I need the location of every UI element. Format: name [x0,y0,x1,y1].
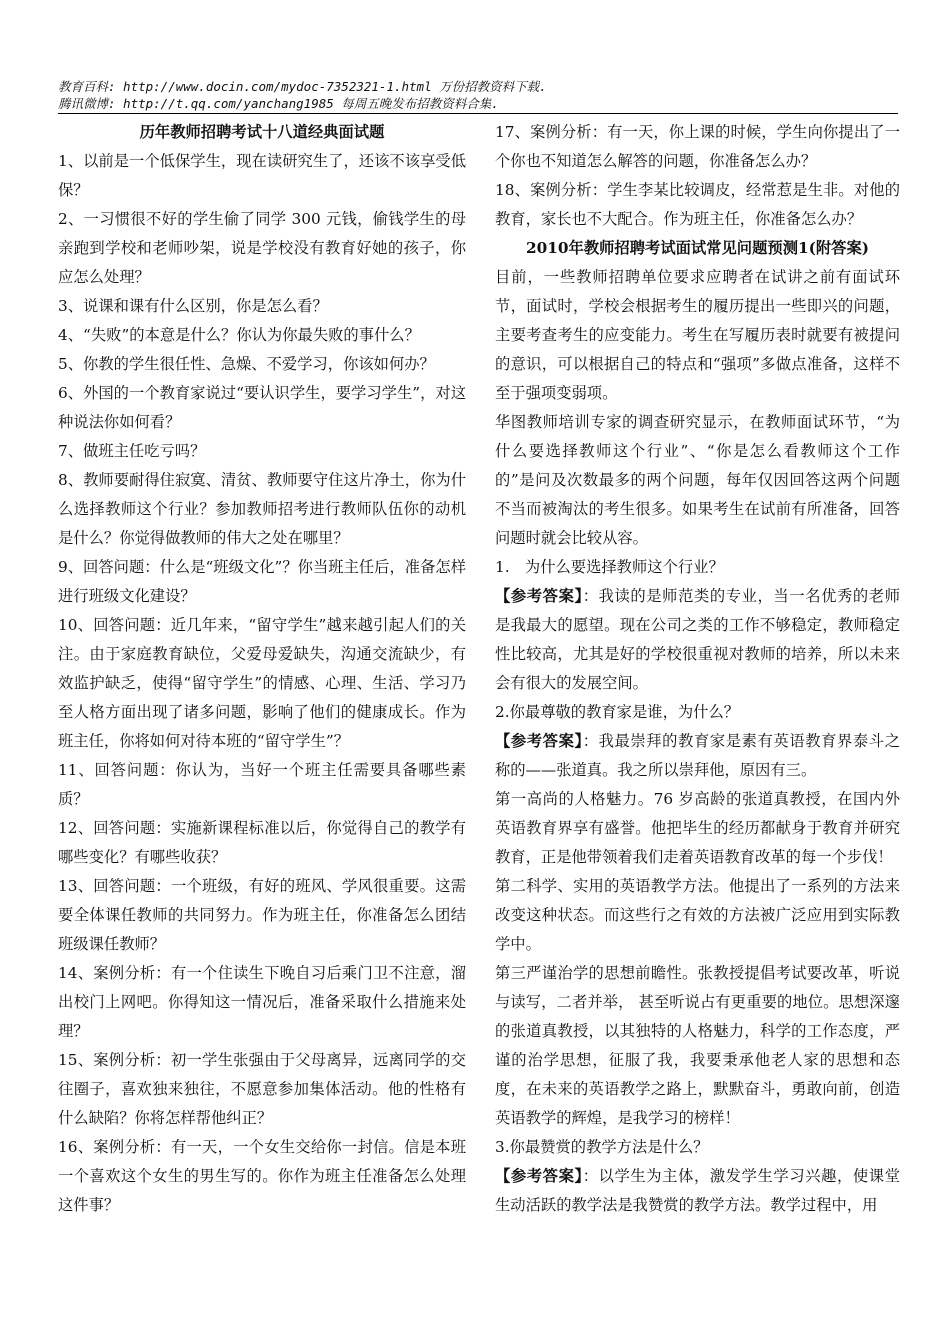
answer-text: ：以学生为主体，激发学生学习兴趣，使课堂生动活跃的教学法是我赞赏的教学方法。教学过程中，用 [495,1167,900,1214]
faq-question-3: 3.你最赞赏的教学方法是什么？ [495,1138,709,1156]
question-item: 12、回答问题：实施新课程标准以后，你觉得自己的教学有哪些变化？有哪些收获？ [58,819,466,866]
question-item: 5、你教的学生很任性、急燥、不爱学习，你该如何办？ [58,355,435,373]
answer-label: 【参考答案】 [495,587,583,605]
faq-question-1: 1. 为什么要选择教师这个行业？ [495,558,724,576]
faq-answer-3 [495,1162,900,1220]
header-line-baike: 教育百科: http://www.docin.com/mydoc-7352321-1.html 万份招教资料下载. [58,79,547,94]
question-item: 4、“失败”的本意是什么？你认为你最失败的事什么？ [58,326,420,344]
question-item: 13、回答问题：一个班级，有好的班风、学风很重要。这需要全体课任教师的共同努力。作为班主任，你准备怎么团结班级课任教师？ [58,877,466,953]
answer-text: ：我读的是师范类的专业，当一名优秀的老师是我最大的愿望。现在公司之类的工作不够稳定，教师稳定性比较高，尤其是好的学校很重视对教师的培养，所以未来会有很大的发展空间。 [495,587,900,692]
header-rule [58,113,898,114]
answer-label: 【参考答案】 [495,1167,583,1185]
header-line-weibo: 腾讯微博: http://t.qq.com/yanchang1985 每周五晚发布招教资料合集. [58,96,499,111]
section-title-18-questions: 历年教师招聘考试十八道经典面试题 [139,123,385,141]
intro-paragraph: 目前，一些教师招聘单位要求应聘者在试讲之前有面试环节，面试时，学校会根据考生的履历提出一些即兴的问题，主要考查考生的应变能力。考生在写履历表时就要有被提问的意识，可以根据自己的特点和“强项”多做点准备，这样不至于强项变弱项。 [495,268,900,402]
question-item: 3、说课和课有什么区别，你是怎么看？ [58,297,328,315]
faq-answer-1 [495,582,900,698]
right-column [495,118,900,1220]
question-item: 14、案例分析：有一个住读生下晚自习后乘门卫不注意，溜出校门上网吧。你得知这一情况后，准备采取什么措施来处理？ [58,964,466,1040]
answer-paragraph: 第三严谨治学的思想前瞻性。张教授提倡考试要改革，听说与读写，二者并举， 甚至听说占有更重要的地位。思想深邃的张道真教授，以其独特的人格魅力，科学的工作态度，严谨的治学思想，征服了我，我要秉承他老人家的思想和态度，在未来的英语教学之路上，默默奋斗，勇敢向前，创造英语教学的辉煌，是我学习的榜样！ [495,964,900,1127]
section-title-2010-forecast: 2010年教师招聘考试面试常见问题预测1(附答案) [525,239,870,257]
question-item: 8、教师要耐得住寂寞、清贫、教师要守住这片净土，你为什么选择教师这个行业？参加教师招考进行教师队伍你的动机是什么？你觉得做教师的伟大之处在哪里？ [58,471,466,547]
question-item: 16、案例分析：有一天，一个女生交给你一封信。信是本班一个喜欢这个女生的男生写的。你作为班主任准备怎么处理这件事？ [58,1138,466,1214]
faq-question-2: 2.你最尊敬的教育家是谁，为什么？ [495,703,740,721]
question-item: 11、回答问题：你认为，当好一个班主任需要具备哪些素质？ [58,761,466,808]
answer-paragraph: 第一高尚的人格魅力。76 岁高龄的张道真教授，在国内外英语教育界享有盛誉。他把毕生的经历都献身于教育并研究教育，正是他带领着我们走着英语教育改革的每一个步伐！ [495,790,900,866]
question-item-17: 17、案例分析：有一天，你上课的时候，学生向你提出了一个你也不知道怎么解答的问题，你准备怎么办？ [495,123,900,170]
question-item: 2、一习惯很不好的学生偷了同学 300 元钱，偷钱学生的母亲跑到学校和老师吵架，说是学校没有教育好她的孩子，你应怎么处理？ [58,210,466,286]
question-item: 10、回答问题：近几年来，“留守学生”越来越引起人们的关注。由于家庭教育缺位，父爱母爱缺失，沟通交流缺少，有效监护缺乏，使得“留守学生”的情感、心理、生活、学习乃至人格方面出现了诸多问题，影响了他们的健康成长。作为班主任，你将如何对待本班的“留守学生”？ [58,616,466,750]
question-item: 15、案例分析：初一学生张强由于父母离异，远离同学的交往圈子，喜欢独来独往，不愿意参加集体活动。他的性格有什么缺陷？你将怎样帮他纠正？ [58,1051,466,1127]
answer-paragraph: 第二科学、实用的英语教学方法。他提出了一系列的方法来改变这种状态。而这些行之有效的方法被广泛应用到实际教学中。 [495,877,900,953]
page-header [58,78,898,112]
left-column [58,118,466,1220]
question-item: 7、做班主任吃亏吗？ [58,442,206,460]
question-item: 9、回答问题：什么是“班级文化”？你当班主任后，准备怎样进行班级文化建设？ [58,558,466,605]
faq-answer-2 [495,727,900,785]
question-item: 1、以前是一个低保学生，现在读研究生了，还该不该享受低保？ [58,152,466,199]
question-item-18: 18、案例分析：学生李某比较调皮，经常惹是生非。对他的教育，家长也不大配合。作为班主任，你准备怎么办？ [495,181,900,228]
answer-text: ：我最崇拜的教育家是素有英语教育界泰斗之称的——张道真。我之所以崇拜他，原因有三。 [495,732,900,779]
intro-paragraph: 华图教师培训专家的调查研究显示，在教师面试环节，“为什么要选择教师这个行业”、“你是怎么看教师这个工作的”是问及次数最多的两个问题，每年仅因回答这两个问题不当而被淘汰的考生很多。如果考生在试前有所准备，回答问题时就会比较从容。 [495,413,900,547]
question-item: 6、外国的一个教育家说过“要认识学生，要学习学生”，对这种说法你如何看？ [58,384,466,431]
answer-label: 【参考答案】 [495,732,583,750]
